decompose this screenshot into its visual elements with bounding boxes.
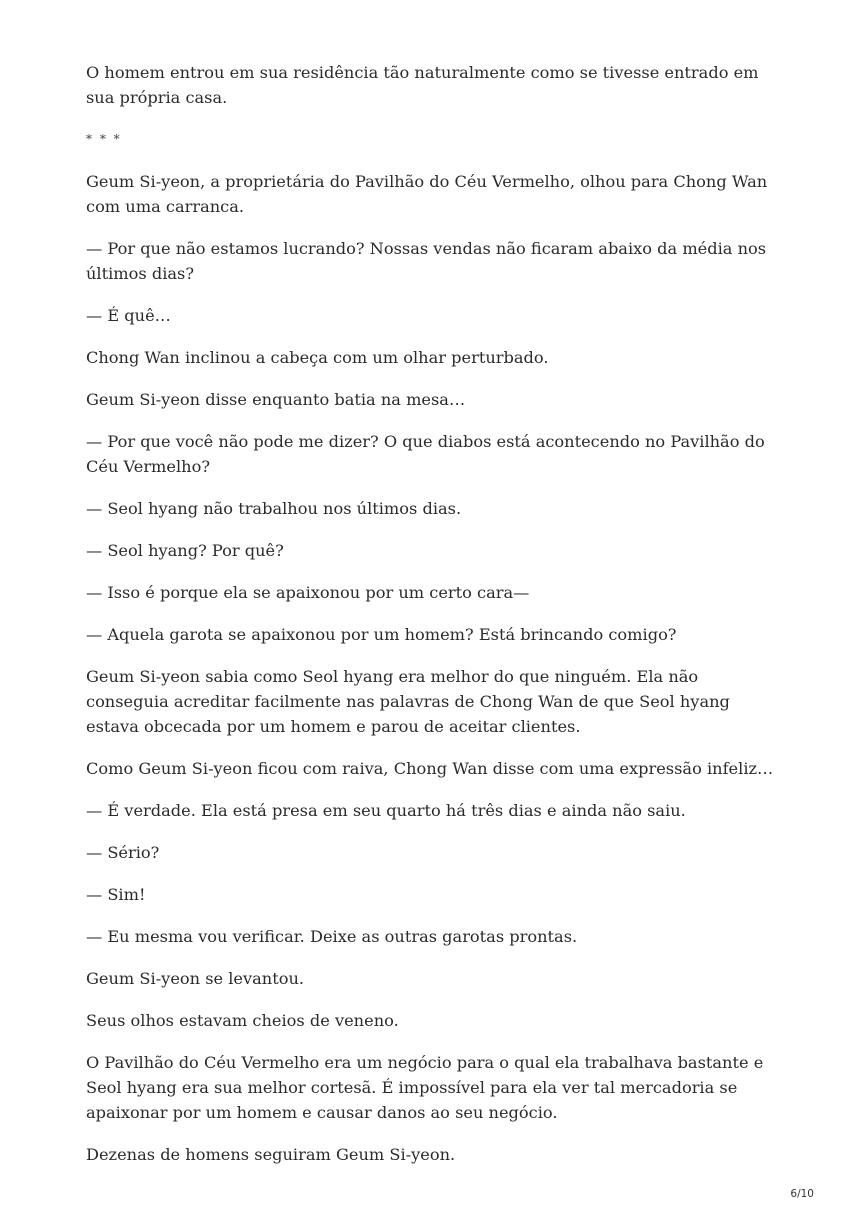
dialogue-line: — Seol hyang? Por quê? <box>86 541 284 560</box>
page-number: 6/10 <box>790 1188 814 1200</box>
dialogue-line: — Por que não estamos lucrando? Nossas vendas não ficaram abaixo da média nos últimos dias? <box>86 239 767 283</box>
paragraph: Chong Wan inclinou a cabeça com um olhar perturbado. <box>86 348 549 367</box>
dialogue-line: — Seol hyang não trabalhou nos últimos dias. <box>86 499 462 518</box>
dialogue-line: — Aquela garota se apaixonou por um homem? Está brincando comigo? <box>86 625 677 644</box>
paragraph: O homem entrou em sua residência tão naturalmente como se tivesse entrado em sua própria casa. <box>86 63 759 107</box>
paragraph: O Pavilhão do Céu Vermelho era um negócio para o qual ela trabalhava bastante e Seol hyang era sua melhor cortesã. É impossível para ela ver tal mercadoria se apaixonar por um homem e causar danos ao seu negócio. <box>86 1053 764 1122</box>
document-body <box>86 60 786 1184</box>
dialogue-line: — É verdade. Ela está presa em seu quarto há três dias e ainda não saiu. <box>86 801 686 820</box>
dialogue-line: — Sim! <box>86 885 146 904</box>
paragraph: Dezenas de homens seguiram Geum Si-yeon. <box>86 1145 456 1164</box>
paragraph: Como Geum Si-yeon ficou com raiva, Chong Wan disse com uma expressão infeliz… <box>86 759 774 778</box>
paragraph: Seus olhos estavam cheios de veneno. <box>86 1011 399 1030</box>
paragraph: Geum Si-yeon se levantou. <box>86 969 305 988</box>
paragraph: Geum Si-yeon, a proprietária do Pavilhão do Céu Vermelho, olhou para Chong Wan com uma carranca. <box>86 172 768 216</box>
scene-divider: * * * <box>86 132 122 146</box>
dialogue-line: — Por que você não pode me dizer? O que diabos está acontecendo no Pavilhão do Céu Vermelho? <box>86 432 765 476</box>
dialogue-line: — Eu mesma vou verificar. Deixe as outras garotas prontas. <box>86 927 578 946</box>
dialogue-line: — É quê… <box>86 306 171 325</box>
dialogue-line: — Sério? <box>86 843 160 862</box>
dialogue-line: — Isso é porque ela se apaixonou por um certo cara— <box>86 583 530 602</box>
paragraph: Geum Si-yeon sabia como Seol hyang era melhor do que ninguém. Ela não conseguia acreditar facilmente nas palavras de Chong Wan de que Seol hyang estava obcecada por um homem e parou de aceitar clientes. <box>86 667 730 736</box>
paragraph: Geum Si-yeon disse enquanto batia na mesa… <box>86 390 466 409</box>
